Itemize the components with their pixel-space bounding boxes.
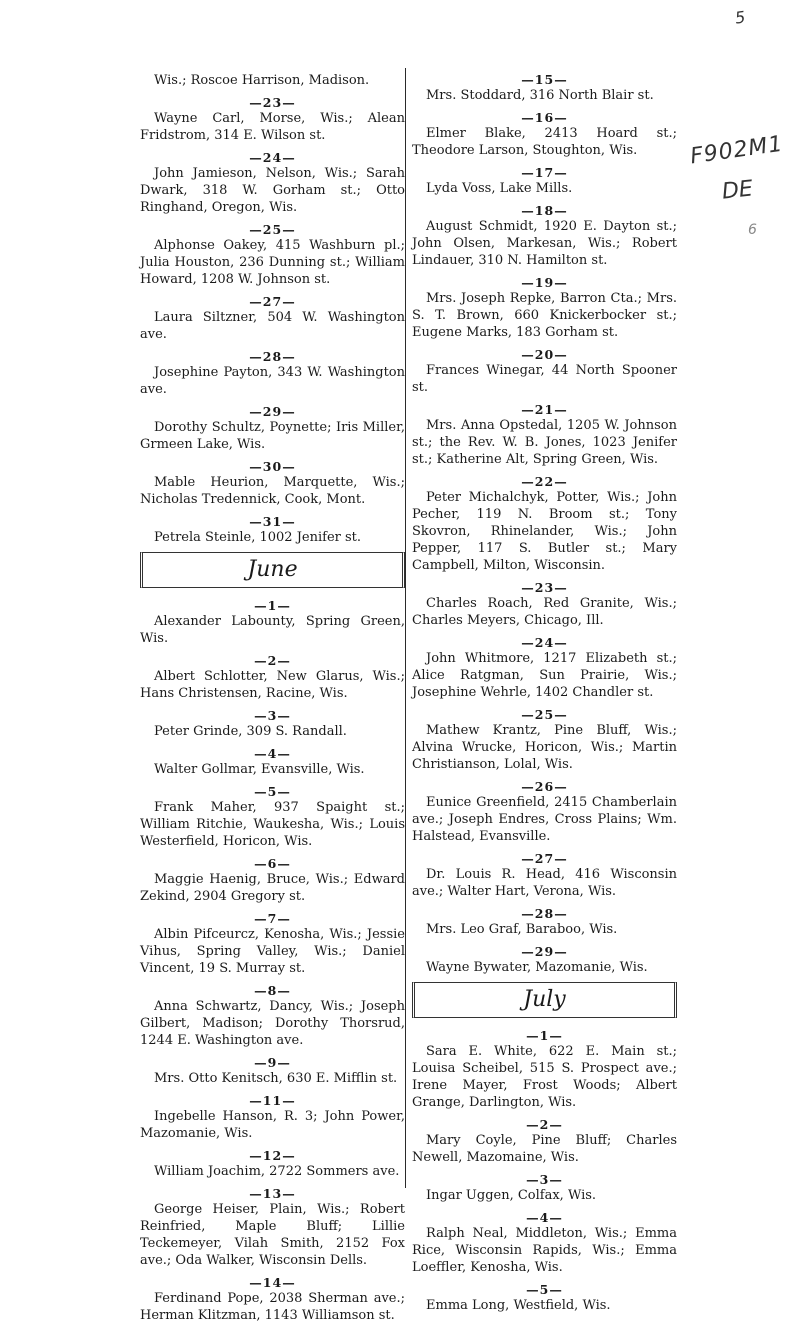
- day-heading: —16—: [521, 110, 568, 125]
- month-banner: [140, 552, 405, 588]
- birthday-names: Alexander Labounty, Spring Green, Wis.: [140, 614, 405, 646]
- birthday-names: August Schmidt, 1920 E. Dayton st.; John Olsen, Markesan, Wis.; Robert Lindauer, 310 N. Hamilton st.: [412, 219, 677, 268]
- birthday-names: Mrs. Otto Kenitsch, 630 E. Mifflin st.: [154, 1071, 398, 1086]
- day-heading: —1—: [526, 1028, 563, 1043]
- day-heading: —24—: [249, 150, 296, 165]
- day-heading: —22—: [521, 474, 568, 489]
- birthday-names: Laura Siltzner, 504 W. Washington ave.: [140, 310, 405, 342]
- day-heading: —24—: [521, 635, 568, 650]
- birthday-names: Mary Coyle, Pine Bluff; Charles Newell, Mazomaine, Wis.: [412, 1133, 677, 1165]
- birthday-names: Albin Pifceurcz, Kenosha, Wis.; Jessie Vihus, Spring Valley, Wis.; Daniel Vincent, 19 S. Murray st.: [140, 927, 405, 976]
- day-heading: —17—: [521, 165, 568, 180]
- birthday-names: Charles Roach, Red Granite, Wis.; Charles Meyers, Chicago, Ill.: [412, 596, 677, 628]
- birthday-names: Emma Long, Westfield, Wis.: [426, 1298, 611, 1313]
- birthday-names: Mrs. Anna Opstedal, 1205 W. Johnson st.; the Rev. W. B. Jones, 1023 Jenifer st.; Katherine Alt, Spring Green, Wis.: [412, 418, 677, 467]
- day-heading: —27—: [249, 294, 296, 309]
- birthday-names: Mrs. Leo Graf, Baraboo, Wis.: [426, 922, 618, 937]
- birthday-names: Maggie Haenig, Bruce, Wis.; Edward Zekind, 2904 Gregory st.: [140, 872, 405, 904]
- birthday-names: Wayne Carl, Morse, Wis.; Alean Fridstrom, 314 E. Wilson st.: [140, 111, 405, 143]
- left-column: [140, 72, 405, 1330]
- day-heading: —29—: [521, 944, 568, 959]
- day-heading: —25—: [249, 222, 296, 237]
- day-heading: —11—: [249, 1093, 296, 1108]
- birthday-names: John Jamieson, Nelson, Wis.; Sarah Dwark, 318 W. Gorham st.; Otto Ringhand, Oregon, Wis.: [140, 166, 405, 215]
- birthday-names: William Joachim, 2722 Sommers ave.: [154, 1164, 400, 1179]
- birthday-names: Frances Winegar, 44 North Spooner st.: [412, 363, 677, 395]
- right-column: [412, 72, 677, 1320]
- day-heading: —15—: [521, 72, 568, 87]
- day-heading: —5—: [526, 1282, 563, 1297]
- margin-mark: 6: [748, 222, 757, 238]
- birthday-names: Peter Grinde, 309 S. Randall.: [154, 724, 347, 739]
- birthday-names: Elmer Blake, 2413 Hoard st.; Theodore Larson, Stoughton, Wis.: [412, 126, 677, 158]
- birthday-names: Ferdinand Pope, 2038 Sherman ave.; Herman Klitzman, 1143 Williamson st.: [140, 1291, 405, 1323]
- month-label: June: [247, 557, 298, 582]
- month-banner: [412, 982, 677, 1018]
- birthday-names: Eunice Greenfield, 2415 Chamberlain ave.; Joseph Endres, Cross Plains; Wm. Halstead, Evansville.: [412, 795, 677, 844]
- archive-id-note: F902M1: [688, 131, 785, 170]
- day-heading: —4—: [526, 1210, 563, 1225]
- day-heading: —7—: [254, 911, 291, 926]
- birthday-names: Petrela Steinle, 1002 Jenifer st.: [154, 530, 362, 545]
- day-heading: —30—: [249, 459, 296, 474]
- birthday-names: Walter Gollmar, Evansville, Wis.: [154, 762, 365, 777]
- birthday-names: Frank Maher, 937 Spaight st.; William Ritchie, Waukesha, Wis.; Louis Westerfield, Horicon, Wis.: [140, 800, 405, 849]
- day-heading: —14—: [249, 1275, 296, 1290]
- birthday-names: Albert Schlotter, New Glarus, Wis.; Hans Christensen, Racine, Wis.: [140, 669, 405, 701]
- day-heading: —21—: [521, 402, 568, 417]
- day-heading: —3—: [526, 1172, 563, 1187]
- month-label: July: [523, 987, 566, 1012]
- column-divider: [405, 68, 406, 1188]
- page-number-note: 5: [733, 7, 747, 28]
- birthday-names: Lyda Voss, Lake Mills.: [426, 181, 573, 196]
- day-heading: —3—: [254, 708, 291, 723]
- birthday-names: Wis.; Roscoe Harrison, Madison.: [154, 73, 370, 88]
- birthday-names: Alphonse Oakey, 415 Washburn pl.; Julia Houston, 236 Dunning st.; William Howard, 1208 W. Johnson st.: [140, 238, 405, 287]
- day-heading: —23—: [249, 95, 296, 110]
- birthday-names: Dorothy Schultz, Poynette; Iris Miller, Grmeen Lake, Wis.: [140, 420, 405, 452]
- birthday-names: George Heiser, Plain, Wis.; Robert Reinfried, Maple Bluff; Lillie Teckemeyer, Vilah Smith, 2152 Fox ave.; Oda Walker, Wisconsin Dells.: [140, 1202, 405, 1268]
- birthday-names: Mrs. Joseph Repke, Barron Cta.; Mrs. S. T. Brown, 660 Knickerbocker st.; Eugene Marks, 183 Gorham st.: [412, 291, 677, 340]
- day-heading: —26—: [521, 779, 568, 794]
- day-heading: —27—: [521, 851, 568, 866]
- birthday-names: Wayne Bywater, Mazomanie, Wis.: [426, 960, 648, 975]
- birthday-names: Ingar Uggen, Colfax, Wis.: [426, 1188, 597, 1203]
- day-heading: —5—: [254, 784, 291, 799]
- day-heading: —13—: [249, 1186, 296, 1201]
- day-heading: —28—: [249, 349, 296, 364]
- day-heading: —8—: [254, 983, 291, 998]
- day-heading: —28—: [521, 906, 568, 921]
- birthday-names: John Whitmore, 1217 Elizabeth st.; Alice Ratgman, Sun Prairie, Wis.; Josephine Wehrle, 1402 Chandler st.: [412, 651, 677, 700]
- day-heading: —12—: [249, 1148, 296, 1163]
- day-heading: —1—: [254, 598, 291, 613]
- day-heading: —23—: [521, 580, 568, 595]
- day-heading: —19—: [521, 275, 568, 290]
- day-heading: —31—: [249, 514, 296, 529]
- day-heading: —20—: [521, 347, 568, 362]
- day-heading: —18—: [521, 203, 568, 218]
- birthday-names: Ralph Neal, Middleton, Wis.; Emma Rice, Wisconsin Rapids, Wis.; Emma Loeffler, Kenosha, Wis.: [412, 1226, 677, 1275]
- birthday-names: Anna Schwartz, Dancy, Wis.; Joseph Gilbert, Madison; Dorothy Thorsrud, 1244 E. Washington ave.: [140, 999, 405, 1048]
- birthday-names: Dr. Louis R. Head, 416 Wisconsin ave.; Walter Hart, Verona, Wis.: [412, 867, 677, 899]
- day-heading: —2—: [254, 653, 291, 668]
- day-heading: —9—: [254, 1055, 291, 1070]
- day-heading: —2—: [526, 1117, 563, 1132]
- day-heading: —4—: [254, 746, 291, 761]
- day-heading: —25—: [521, 707, 568, 722]
- birthday-names: Mrs. Stoddard, 316 North Blair st.: [426, 88, 654, 103]
- birthday-names: Mathew Krantz, Pine Bluff, Wis.; Alvina Wrucke, Horicon, Wis.; Martin Christianson, Lolal, Wis.: [412, 723, 677, 772]
- day-heading: —6—: [254, 856, 291, 871]
- initials-note: DE: [720, 176, 755, 205]
- birthday-names: Peter Michalchyk, Potter, Wis.; John Pecher, 119 N. Broom st.; Tony Skovron, Rhinelander, Wis.; John Pepper, 117 S. Butler st.; Mary Campbell, Milton, Wisconsin.: [412, 490, 677, 573]
- birthday-names: Sara E. White, 622 E. Main st.; Louisa Scheibel, 515 S. Prospect ave.; Irene Mayer, Frost Woods; Albert Grange, Darlington, Wis.: [412, 1044, 677, 1110]
- birthday-names: Mable Heurion, Marquette, Wis.; Nicholas Tredennick, Cook, Mont.: [140, 475, 405, 507]
- birthday-names: Ingebelle Hanson, R. 3; John Power, Mazomanie, Wis.: [140, 1109, 405, 1141]
- birthday-names: Josephine Payton, 343 W. Washington ave.: [140, 365, 405, 397]
- day-heading: —29—: [249, 404, 296, 419]
